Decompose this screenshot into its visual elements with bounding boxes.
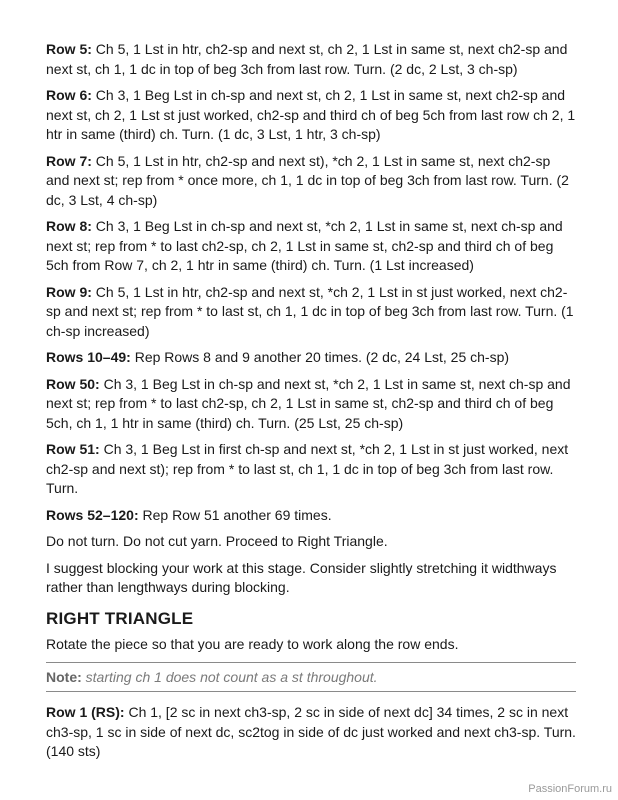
section-intro: Rotate the piece so that you are ready to work along the row ends. (46, 635, 459, 652)
row-label: Row 6: (46, 87, 92, 103)
row-text: Ch 1, [2 sc in next ch3-sp, 2 sc in side of next dc] 34 times, 2 sc in next ch3-sp, 1 sc in side of next dc, sc2tog in side of dc just worked and next ch3-sp. Turn. (140 sts) (46, 704, 576, 759)
note-label: Note: (46, 669, 82, 685)
row-text: Ch 3, 1 Beg Lst in ch-sp and next st, *ch 2, 1 Lst in same st, next ch-sp and next st; rep from * to last ch2-sp, ch 2, 1 Lst in same st, ch2-sp and third ch of beg 5ch from Row 7, ch 2, 1 htr in same (third) ch. Turn. (1 Lst increased) (46, 218, 563, 273)
instruction-row-8 (46, 217, 576, 276)
row-label: Row 1 (RS): (46, 704, 125, 720)
instruction-row-51 (46, 440, 576, 499)
instruction-blocking-tip (46, 559, 576, 598)
row-text: Ch 5, 1 Lst in htr, ch2-sp and next st, ch 2, 1 Lst in same st, next ch2-sp and next st, ch 1, 1 dc in top of beg 3ch from last row. Turn. (2 dc, 2 Lst, 3 ch-sp) (46, 41, 568, 77)
row-text: Ch 3, 1 Beg Lst in ch-sp and next st, *ch 2, 1 Lst in same st, next ch-sp and next st; rep from * to last ch2-sp, ch 2, 1 Lst in same st, ch2-sp and third ch of beg 5ch, ch 1, 1 htr in same (third) ch. Turn. (25 Lst, 25 ch-sp) (46, 375, 571, 431)
instruction-rt-row-1 (46, 703, 576, 762)
note-divider-bottom (46, 691, 576, 692)
row-label: Row 8: (46, 218, 92, 234)
instruction-row-9 (46, 283, 576, 342)
watermark: PassionForum.ru (528, 783, 612, 795)
row-text: Rep Rows 8 and 9 another 20 times. (2 dc, 24 Lst, 25 ch-sp) (130, 349, 510, 365)
note-box (46, 663, 576, 691)
row-text: Ch 5, 1 Lst in htr, ch2-sp and next st), *ch 2, 1 Lst in same st, next ch2-sp and next st; rep from * once more, ch 1, 1 dc in top of beg 3ch from last row. Turn. (2 dc, 3 Lst, 4 ch-sp) (46, 152, 569, 208)
instructions-block (46, 40, 576, 598)
row-label: Row 5: (46, 41, 92, 57)
row-label: Rows 10–49: (46, 349, 131, 365)
row-text: Ch 3, 1 Beg Lst in ch-sp and next st, ch 2, 1 Lst in same st, next ch2-sp and next st, ch 2, 1 Lst st just worked, ch2-sp and third ch of beg 5ch from last row ch 2, 1 htr in same (third) ch. Turn. (1 dc, 3 Lst, 1 htr, 3 ch-sp) (46, 87, 576, 142)
row-text: Ch 3, 1 Beg Lst in first ch-sp and next st, *ch 2, 1 Lst in st just worked, next ch2-sp and next st); rep from * to last st, ch 1, 1 dc in top of beg 3ch from last row. Turn. (46, 441, 569, 496)
row-text: I suggest blocking your work at this stage. Consider slightly stretching it widthways rather than lengthways during blocking. (46, 559, 557, 595)
row-label: Row 7: (46, 152, 92, 169)
row-text: Rep Row 51 another 69 times. (138, 506, 332, 523)
row-label: Row 51: (46, 441, 100, 457)
instruction-row-7 (46, 152, 576, 211)
row-text: Do not turn. Do not cut yarn. Proceed to Right Triangle. (46, 533, 388, 549)
pattern-page (46, 40, 576, 769)
instruction-row-50 (46, 375, 576, 434)
instruction-row-5 (46, 40, 576, 79)
row-label: Row 50: (46, 375, 100, 392)
row-text: Ch 5, 1 Lst in htr, ch2-sp and next st, *ch 2, 1 Lst in st just worked, next ch2-sp and next st; rep from * to last st, ch 1, 1 dc in top of beg 3ch from last row. Turn. (1 ch-sp increased) (46, 283, 574, 339)
instruction-proceed (46, 532, 576, 552)
instruction-row-6 (46, 86, 576, 145)
row-label: Row 9: (46, 283, 92, 300)
note-text: starting ch 1 does not count as a st throughout. (81, 669, 378, 685)
section-heading: RIGHT TRIANGLE (46, 608, 194, 628)
instruction-rows-10-49 (46, 348, 576, 368)
row-label: Rows 52–120: (46, 506, 139, 523)
instruction-rows-52-120 (46, 506, 576, 526)
